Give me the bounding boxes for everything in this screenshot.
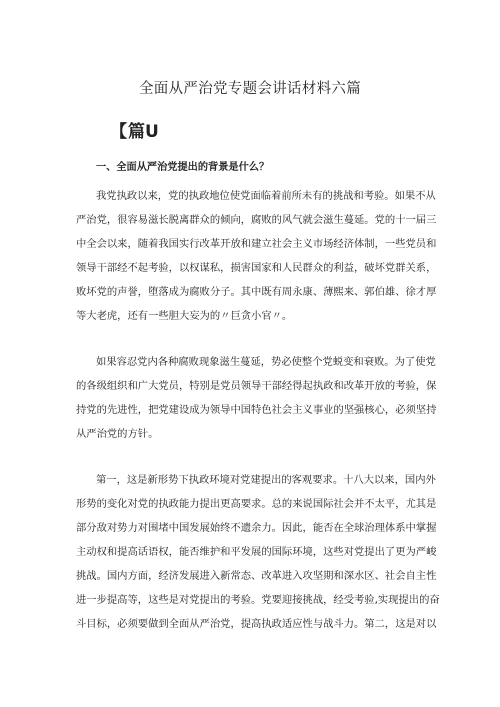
paragraph-line: 主动权和提高话语权，能否维护和平发展的国际环境，这些对党提出了更为严峻 [76, 546, 437, 558]
document-title: 全面从严治党专题会讲话材料六篇 [139, 81, 361, 97]
paragraph-line: 严治党，很容易滋长脱离群众的倾向，腐败的风气就会滋生蔓延。党的十一届三 [76, 214, 437, 226]
paragraph-line: 的各级组织和广大党员，特别是党员领导干部经得起执政和改革开放的考验，保 [76, 380, 437, 392]
paragraph-line: 我党执政以来，党的执政地位使党面临着前所未有的挑战和考验。如果不从 [96, 190, 436, 202]
paragraph-line: 持党的先进性，把党建设成为领导中国特色社会主义事业的坚强核心，必须坚持 [76, 404, 437, 416]
paragraph-line: 如果容忍党内各种腐败现象滋生蔓延，势必使整个党蜕变和衰败。为了使党 [96, 356, 436, 368]
paragraph-line: 败坏党的声誉，堕落成为腐败分子。其中既有周永康、薄熙来、郭伯雄、徐才厚 [76, 286, 437, 298]
section-marker-label: 篇U [128, 122, 159, 142]
paragraph-line: 从严治党的方针。 [76, 428, 159, 440]
paragraph-line: 挑战。国内方面，经济发展进入新常态、改革进入攻坚期和深水区、社会自主性 [76, 570, 437, 582]
paragraph-line: 领导干部经不起考验，以权谋私，损害国家和人民群众的利益，破坏党群关系， [76, 262, 437, 274]
paragraph-line: 形势的变化对党的执政能力提出更高要求。总的来说国际社会并不太平，尤其是 [76, 498, 437, 510]
paragraph-line: 中全会以来，随着我国实行改革开放和建立社会主义市场经济体制，一些党员和 [76, 238, 437, 250]
paragraph-line: 等大老虎，还有一些胆大妄为的〃巨贪小官〃。 [76, 310, 293, 322]
section-marker [110, 117, 159, 142]
paragraph-line: 斗目标，必须要做到全面从严治党，提高执政适应性与战斗力。第二，这是对以 [76, 618, 437, 630]
paragraph-line: 部分敌对势力对围堵中国发展始终不遗余力。因此，能否在全球治理体系中掌握 [76, 522, 437, 534]
section-heading: 一、全面从严治党提出的背景是什么？ [96, 162, 270, 173]
section-marker-bracket: 【 [110, 122, 127, 142]
paragraph-line: 进一步提高等，这些是对党提出的考验。党要迎接挑战，经受考验,实现提出的奋 [76, 594, 440, 606]
paragraph-line: 第一，这是新形势下执政环境对党建提出的客观要求。十八大以来，国内外 [96, 474, 436, 486]
